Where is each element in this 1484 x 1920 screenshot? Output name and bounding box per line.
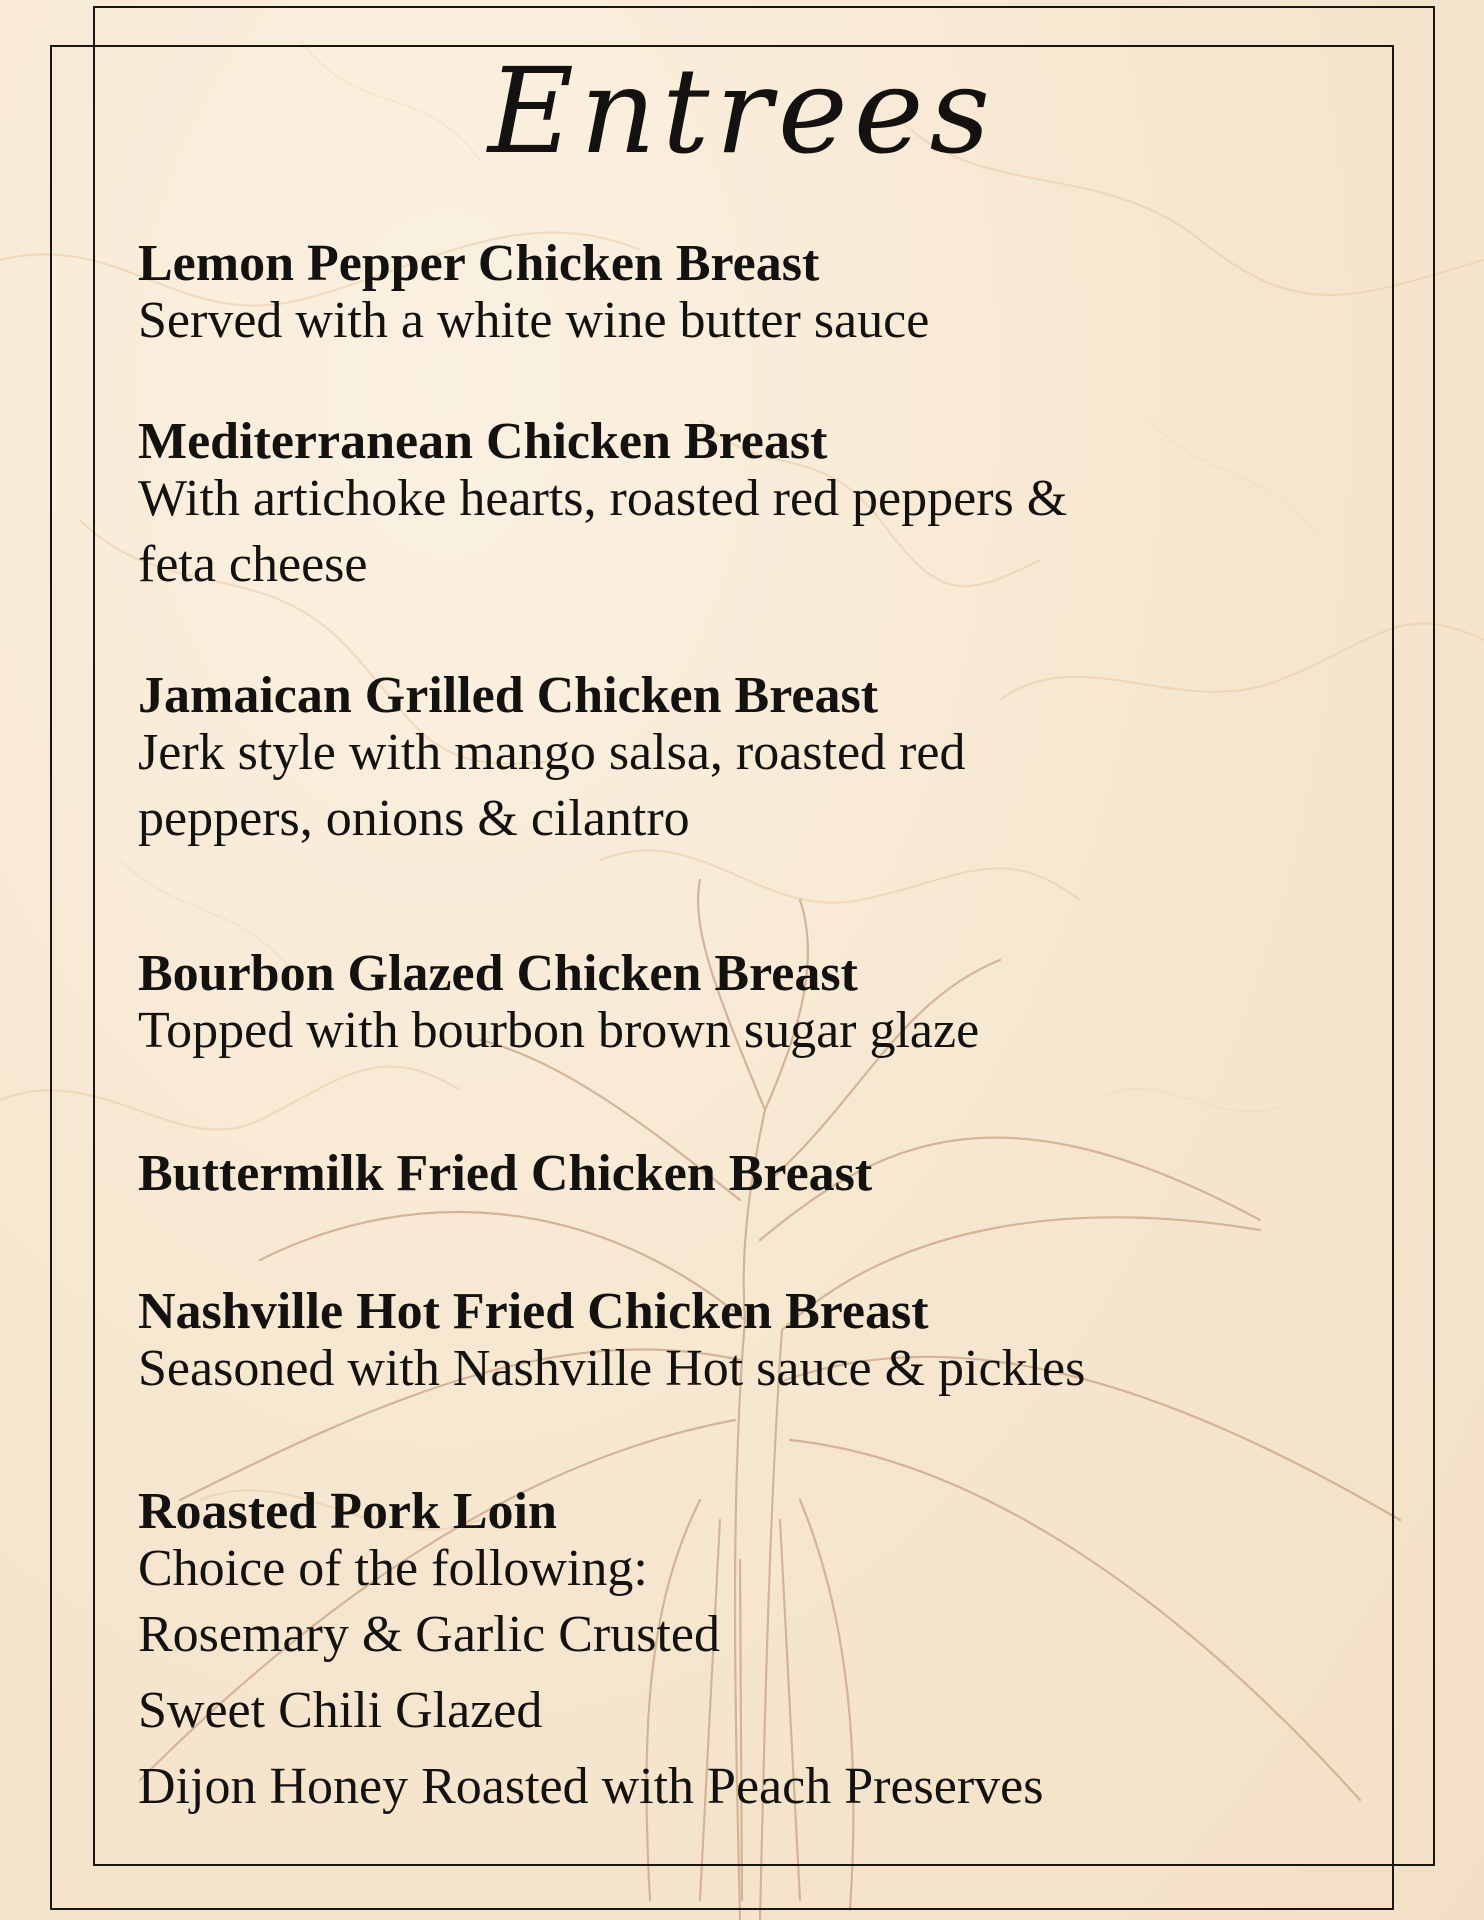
item-description: Rosemary & Garlic Crusted: [138, 1606, 720, 1663]
item-description: With artichoke hearts, roasted red peppers &: [138, 470, 1068, 527]
item-description: Jerk style with mango salsa, roasted red: [138, 724, 966, 781]
item-name: Mediterranean Chicken Breast: [138, 413, 828, 470]
item-name: Jamaican Grilled Chicken Breast: [138, 667, 879, 724]
menu-item: [138, 1145, 872, 1202]
menu-item: [138, 1483, 1043, 1825]
item-name: Bourbon Glazed Chicken Breast: [138, 945, 858, 1002]
menu-item: [138, 235, 929, 349]
menu-item: [138, 1283, 1085, 1397]
item-name: Buttermilk Fried Chicken Breast: [138, 1145, 873, 1202]
menu-item: [138, 667, 965, 857]
item-description: Topped with bourbon brown sugar glaze: [138, 1002, 980, 1059]
item-description: feta cheese: [138, 536, 368, 593]
item-name: Lemon Pepper Chicken Breast: [138, 235, 820, 292]
item-name: Roasted Pork Loin: [138, 1483, 557, 1540]
item-description: Served with a white wine butter sauce: [138, 292, 930, 349]
item-name: Nashville Hot Fried Chicken Breast: [138, 1283, 929, 1340]
item-description: peppers, onions & cilantro: [138, 790, 690, 847]
item-description: Dijon Honey Roasted with Peach Preserves: [138, 1758, 1044, 1815]
item-description: Choice of the following:: [138, 1540, 648, 1597]
menu-item: [138, 945, 979, 1059]
item-description: Seasoned with Nashville Hot sauce & pickles: [138, 1340, 1086, 1397]
page-title: Entrees: [487, 42, 997, 180]
menu-item: [138, 413, 1067, 603]
item-description: Sweet Chili Glazed: [138, 1682, 543, 1739]
